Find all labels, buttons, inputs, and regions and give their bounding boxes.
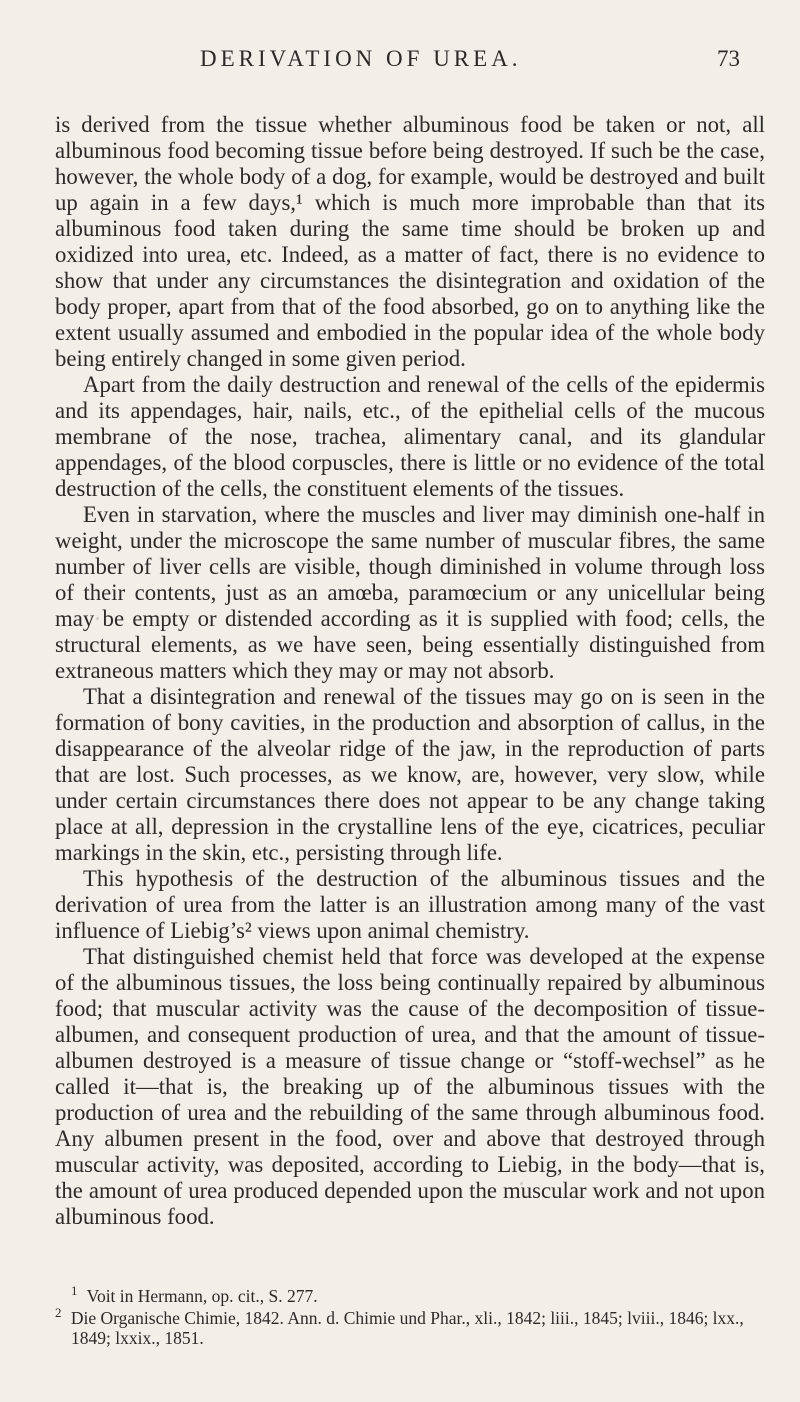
body-text xyxy=(55,112,765,1230)
running-title: DERIVATION OF UREA. xyxy=(200,46,522,71)
footnote-text: Die Organische Chimie, 1842. Ann. d. Chimie und Phar., xli., 1842; liii., 1845; lviii., 1846; lxx., 1849; lxxix., 1851. xyxy=(70,1308,744,1348)
scan-speck xyxy=(611,146,614,149)
paragraph: is derived from the tissue whether albuminous food be taken or not, all albuminous food becoming tissue before being destroyed. If such be the case, however, the whole body of a dog, for example, would be destroyed and built up again in a few days,¹ which is much more improbable than that its albuminous food taken during the same time should be broken up and oxidized into urea, etc. Indeed, as a matter of fact, there is no evidence to show that under any circumstances the disintegration and oxidation of the body proper, apart from that of the food absorbed, go on to anything like the extent usually assumed and embodied in the popular idea of the whole body being entirely changed in some given period. xyxy=(55,112,765,371)
footnote-text: Voit in Hermann, op. cit., S. 277. xyxy=(86,1286,318,1306)
footnote-marker: 1 xyxy=(71,1283,78,1299)
paragraph: Even in starvation, where the muscles and liver may diminish one-half in weight, under the microscope the same number of muscular fibres, the same number of liver cells are visible, though diminished in volume through loss of their contents, just as an amœba, paramœcium or any unicellular being may be empty or distended according as it is supplied with food; cells, the structural elements, as we have seen, being essentially distinguished from extraneous matters which they may or may not absorb. xyxy=(55,502,765,683)
paragraph: That a disintegration and renewal of the tissues may go on is seen in the formation of bony cavities, in the production and absorption of callus, in the disappearance of the alveolar ridge of the jaw, in the reproduction of parts that are lost. Such processes, as we know, are, however, very slow, while under certain circumstances there does not appear to be any change taking place at all, depression in the crystalline lens of the eye, cicatrices, peculiar markings in the skin, etc., persisting through life. xyxy=(55,684,765,865)
running-head xyxy=(200,46,740,86)
paragraph: Apart from the daily destruction and renewal of the cells of the epidermis and its appendages, hair, nails, etc., of the epithelial cells of the mucous membrane of the nose, trachea, alimentary canal, and its glandular appendages, of the blood corpuscles, there is little or no evidence of the total destruction of the cells, the constituent elements of the tissues. xyxy=(55,372,765,501)
footnote-marker: 2 xyxy=(55,1305,62,1321)
page-number: 73 xyxy=(717,46,740,71)
scan-speck xyxy=(520,1182,523,1185)
footnote xyxy=(55,1305,765,1348)
footnote xyxy=(55,1283,765,1306)
paragraph: This hypothesis of the destruction of the albuminous tissues and the derivation of urea from the latter is an illustration among many of the vast influence of Liebig’s² views upon animal chemistry. xyxy=(55,866,765,943)
scan-speck xyxy=(96,617,99,620)
footnotes xyxy=(55,1283,765,1350)
paragraph: That distinguished chemist held that force was developed at the expense of the albuminous tissues, the loss being continually repaired by albuminous food; that muscular activity was the cause of the decomposition of tissue-albumen, and consequent production of urea, and that the amount of tissue-albumen destroyed is a measure of tissue change or “stoff-wechsel” as he called it—that is, the breaking up of the albuminous tissues with the production of urea and the rebuilding of the same through albuminous food. Any albumen present in the food, over and above that destroyed through muscular activity, was deposited, according to Liebig, in the body—that is, the amount of urea produced depended upon the muscular work and not upon albuminous food. xyxy=(55,944,765,1229)
